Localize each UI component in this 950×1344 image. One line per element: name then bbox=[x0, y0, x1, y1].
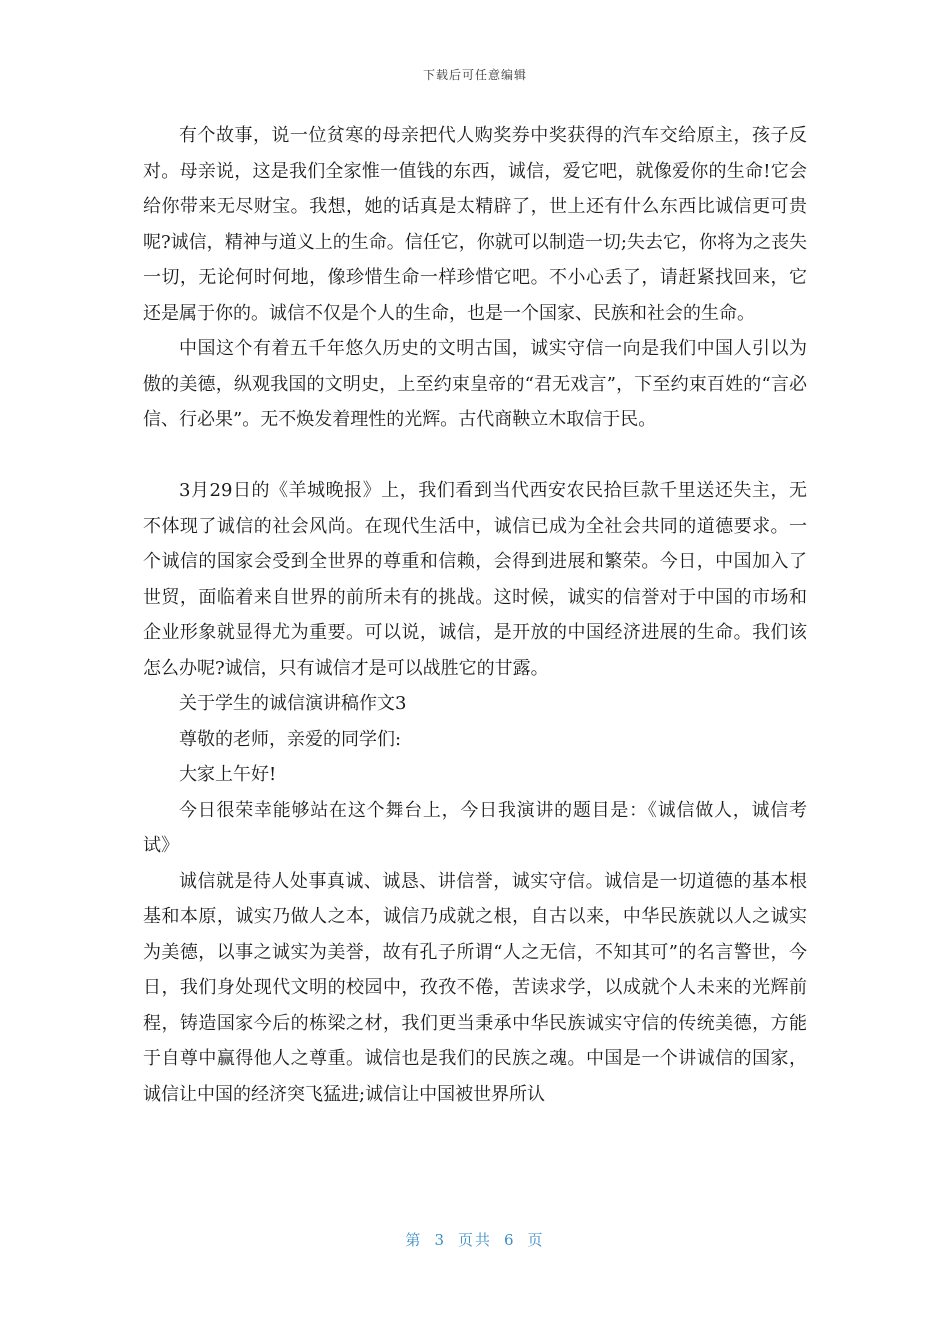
paragraph-story: 有个故事，说一位贫寒的母亲把代人购奖券中奖获得的汽车交给原主，孩子反对。母亲说，这是我们全家惟一值钱的东西，诚信，爱它吧，就像爱你的生命!它会给你带来无尽财宝。我想，她的话真是太精辟了，世上还有什么东西比诚信更可贵呢?诚信，精神与道义上的生命。信任它，你就可以制造一切;失去它，你将为之丧失一切，无论何时何地，像珍惜生命一样珍惜它吧。不小心丢了，请赶紧找回来，它还是属于你的。诚信不仅是个人的生命，也是一个国家、民族和社会的生命。 bbox=[143, 125, 807, 324]
paragraph-definition: 诚信就是待人处事真诚、诚恳、讲信誉，诚实守信。诚信是一切道德的基本根基和本原，诚实乃做人之本，诚信乃成就之根，自古以来，中华民族就以人之诚实为美德，以事之诚实为美誉，故有孔子所谓“人之无信，不知其可”的名言警世，今日，我们身处现代文明的校园中，孜孜不倦，苦读求学，以成就个人未来的光辉前程，铸造国家今后的栋梁之材，我们更当秉承中华民族诚实守信的传统美德，方能于自尊中赢得他人之尊重。诚信也是我们的民族之魂。中国是一个讲诚信的国家，诚信让中国的经济突飞猛进;诚信让中国被世界所认 bbox=[143, 870, 807, 1105]
footer-middle: 页共 bbox=[457, 1231, 492, 1249]
page-header: 下载后可任意编辑 bbox=[422, 68, 527, 82]
blank-line bbox=[143, 438, 807, 474]
document-body bbox=[143, 118, 807, 1112]
greeting: 大家上午好! bbox=[179, 764, 277, 785]
paragraph-intro: 今日很荣幸能够站在这个舞台上，今日我演讲的题目是：《诚信做人，诚信考试》 bbox=[143, 799, 807, 856]
page-footer bbox=[0, 1229, 950, 1250]
footer-suffix: 页 bbox=[527, 1231, 545, 1249]
footer-prefix: 第 bbox=[405, 1231, 423, 1249]
salutation: 尊敬的老师，亲爱的同学们: bbox=[179, 728, 402, 750]
footer-total-pages: 6 bbox=[504, 1231, 516, 1249]
footer-current-page: 3 bbox=[434, 1231, 446, 1249]
paragraph-news: 3月29日的《羊城晚报》上，我们看到当代西安农民拾巨款千里送还失主，无不体现了诚信的社会风尚。在现代生活中，诚信已成为全社会共同的道德要求。一个诚信的国家会受到全世界的尊重和信赖，会得到进展和繁荣。今日，中国加入了世贸，面临着来自世界的前所未有的挑战。这时候，诚实的信誉对于中国的市场和企业形象就显得尤为重要。可以说，诚信，是开放的中国经济进展的生命。我们该怎么办呢?诚信，只有诚信才是可以战胜它的甘露。 bbox=[143, 480, 807, 679]
paragraph-history: 中国这个有着五千年悠久历史的文明古国，诚实守信一向是我们中国人引以为傲的美德，纵观我国的文明史，上至约束皇帝的“君无戏言”，下至约束百姓的“言必信、行必果”。无不焕发着理性的光辉。古代商鞅立木取信于民。 bbox=[143, 338, 807, 430]
section-title: 关于学生的诚信演讲稿作文3 bbox=[179, 693, 407, 714]
